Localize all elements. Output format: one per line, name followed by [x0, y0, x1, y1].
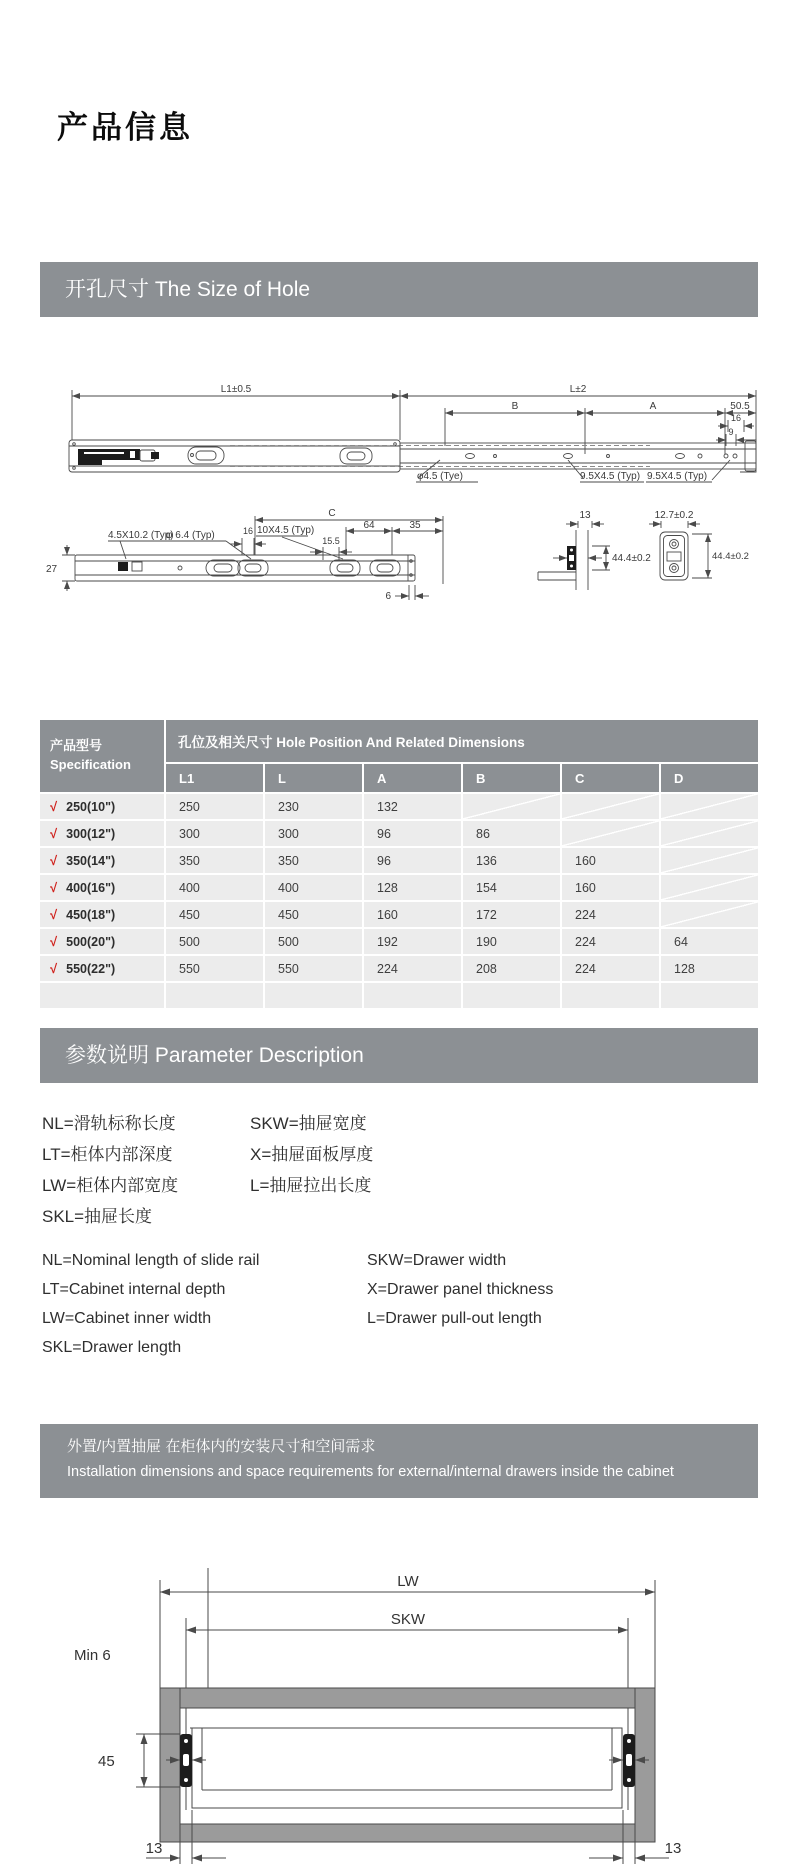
dim-label: C [328, 508, 336, 519]
param-item: LT=柜体内部深度 [42, 1145, 173, 1164]
dim-label: 44.4±0.2 [712, 551, 749, 562]
value-cell: 208 [463, 956, 560, 981]
spec-cell [40, 794, 164, 819]
value-cell: 86 [463, 821, 560, 846]
dim-label: L±2 [569, 384, 587, 395]
installation-title-en: Installation dimensions and space requirements for external/internal drawers inside the cabinet [67, 1464, 674, 1480]
param-item: X=Drawer panel thickness [367, 1280, 554, 1298]
value-cell: 500 [166, 929, 263, 954]
table-row [40, 983, 758, 1008]
value-cell: 224 [562, 956, 659, 981]
param-item: NL=Nominal length of slide rail [42, 1251, 260, 1269]
hole-label: 9.5X4.5 (Typ) [647, 471, 708, 482]
dim-label: 13 [664, 1840, 682, 1857]
spec-cell [40, 875, 164, 900]
dim-label: 16 [242, 526, 254, 536]
section-banner-parameter: 参数说明 Parameter Description [40, 1028, 758, 1083]
check-icon: √ [50, 961, 58, 976]
value-cell: 300 [265, 821, 362, 846]
table-row [40, 848, 758, 873]
param-item: SKL=抽屉长度 [42, 1207, 153, 1226]
value-cell: 160 [562, 848, 659, 873]
value-cell: 224 [562, 929, 659, 954]
value-cell [265, 983, 362, 1008]
value-cell: 160 [562, 875, 659, 900]
dim-label: 13 [145, 1840, 163, 1857]
spec-cell [40, 929, 164, 954]
value-cell: 400 [166, 875, 263, 900]
section-banner-installation [40, 1424, 758, 1498]
spec-label: 450(18") [66, 908, 116, 922]
param-line [42, 1333, 553, 1362]
value-cell: 154 [463, 875, 560, 900]
dim-label: 35 [409, 520, 421, 531]
param-item: SKW=抽屉宽度 [250, 1114, 367, 1133]
value-cell [661, 902, 758, 927]
value-cell [661, 821, 758, 846]
check-icon: √ [50, 799, 58, 814]
value-cell [463, 983, 560, 1008]
spec-table-body [40, 794, 758, 1008]
dim-label: 45 [98, 1753, 115, 1770]
value-cell: 350 [166, 848, 263, 873]
dim-label: 13 [579, 510, 591, 521]
value-cell: 224 [364, 956, 461, 981]
dim-label: 64 [363, 520, 375, 531]
param-item: L=抽屉拉出长度 [250, 1176, 372, 1195]
param-line [42, 1199, 373, 1230]
value-cell [364, 983, 461, 1008]
dim-label: 9 [728, 427, 734, 437]
spec-table [38, 718, 760, 1010]
param-line [42, 1275, 553, 1304]
param-line [42, 1137, 373, 1168]
value-cell: 172 [463, 902, 560, 927]
value-cell: 550 [166, 956, 263, 981]
dim-label: B [511, 401, 519, 412]
dim-label: 44.4±0.2 [612, 553, 651, 564]
value-cell [661, 794, 758, 819]
value-cell: 132 [364, 794, 461, 819]
value-cell: 400 [265, 875, 362, 900]
value-cell [661, 983, 758, 1008]
col-header-b: B [463, 764, 560, 792]
dim-label: SKW [390, 1611, 426, 1628]
spec-cell [40, 902, 164, 927]
dim-label: L1±0.5 [220, 384, 252, 395]
check-icon: √ [50, 880, 58, 895]
value-cell: 64 [661, 929, 758, 954]
value-cell: 350 [265, 848, 362, 873]
col-header-l: L [265, 764, 362, 792]
dim-label: A [649, 401, 657, 412]
spec-label: 250(10") [66, 800, 116, 814]
dim-label: Min 6 [74, 1647, 111, 1664]
param-item: NL=滑轨标称长度 [42, 1114, 176, 1133]
param-item: SKW=Drawer width [367, 1251, 507, 1269]
table-row [40, 821, 758, 846]
hole-label: φ 6.4 (Typ) [166, 530, 215, 541]
value-cell: 450 [166, 902, 263, 927]
spec-label: 400(16") [66, 881, 116, 895]
param-line [42, 1246, 553, 1275]
param-line [42, 1168, 373, 1199]
value-cell: 192 [364, 929, 461, 954]
dim-label: 50.5 [730, 401, 750, 412]
value-cell: 500 [265, 929, 362, 954]
dim-label: 27 [46, 564, 58, 575]
spec-column-header [40, 720, 164, 792]
check-icon: √ [50, 853, 58, 868]
value-cell: 300 [166, 821, 263, 846]
dim-label: 12.7±0.2 [654, 510, 694, 521]
value-cell: 450 [265, 902, 362, 927]
dim-label: 15.5 [322, 536, 340, 546]
cabinet-installation-drawing [40, 1540, 760, 1868]
spec-label: 350(14") [66, 854, 116, 868]
value-cell: 128 [661, 956, 758, 981]
hole-label: 4.5X10.2 (Typ) [108, 530, 174, 541]
value-cell: 128 [364, 875, 461, 900]
table-row [40, 902, 758, 927]
dim-label: 6 [385, 591, 391, 602]
value-cell [463, 794, 560, 819]
value-cell: 160 [364, 902, 461, 927]
value-cell [562, 983, 659, 1008]
value-cell [166, 983, 263, 1008]
param-item: L=Drawer pull-out length [367, 1309, 542, 1327]
value-cell: 96 [364, 848, 461, 873]
value-cell: 224 [562, 902, 659, 927]
param-item: LW=柜体内部宽度 [42, 1176, 179, 1195]
value-cell [562, 794, 659, 819]
dim-label: LW [397, 1573, 419, 1590]
param-line [42, 1106, 373, 1137]
param-item: X=抽屉面板厚度 [250, 1145, 374, 1164]
value-cell: 190 [463, 929, 560, 954]
value-cell: 550 [265, 956, 362, 981]
param-line [42, 1304, 553, 1333]
spec-cell [40, 848, 164, 873]
params-zh [42, 1106, 373, 1230]
hole-label: 10X4.5 (Typ) [257, 525, 315, 536]
spec-label: 500(20") [66, 935, 116, 949]
spec-cell [40, 983, 164, 1008]
value-cell [661, 848, 758, 873]
param-item: LW=Cabinet inner width [42, 1309, 212, 1327]
spec-cell [40, 821, 164, 846]
spec-cell [40, 956, 164, 981]
section-banner-hole-size: 开孔尺寸 The Size of Hole [40, 262, 758, 317]
check-icon: √ [50, 826, 58, 841]
hole-label: φ4.5 (Tye) [417, 471, 463, 482]
hole-label: 9.5X4.5 (Typ) [580, 471, 641, 482]
spec-label: 300(12") [66, 827, 116, 841]
table-row [40, 929, 758, 954]
value-cell: 96 [364, 821, 461, 846]
col-header-a: A [364, 764, 461, 792]
params-en [42, 1246, 553, 1362]
check-icon: √ [50, 934, 58, 949]
param-item: LT=Cabinet internal depth [42, 1280, 226, 1298]
value-cell [562, 821, 659, 846]
installation-title-zh: 外置/内置抽屉 在柜体内的安装尺寸和空间需求 [67, 1438, 376, 1455]
page-title: 产品信息 [57, 110, 193, 145]
spec-label: 550(22") [66, 962, 116, 976]
value-cell: 250 [166, 794, 263, 819]
table-row [40, 794, 758, 819]
dim-label: 16 [730, 413, 742, 423]
col-header-c: C [562, 764, 659, 792]
table-row [40, 956, 758, 981]
col-header-l1: L1 [166, 764, 263, 792]
spec-header-en: Specification [50, 757, 131, 772]
table-row [40, 875, 758, 900]
slide-rail-drawing [40, 328, 760, 620]
spec-header-zh: 产品型号 [50, 738, 103, 754]
value-cell: 136 [463, 848, 560, 873]
value-cell: 230 [265, 794, 362, 819]
param-item: SKL=Drawer length [42, 1338, 182, 1356]
group-header: 孔位及相关尺寸 Hole Position And Related Dimensions [166, 720, 758, 762]
value-cell [661, 875, 758, 900]
col-header-d: D [661, 764, 758, 792]
check-icon: √ [50, 907, 58, 922]
